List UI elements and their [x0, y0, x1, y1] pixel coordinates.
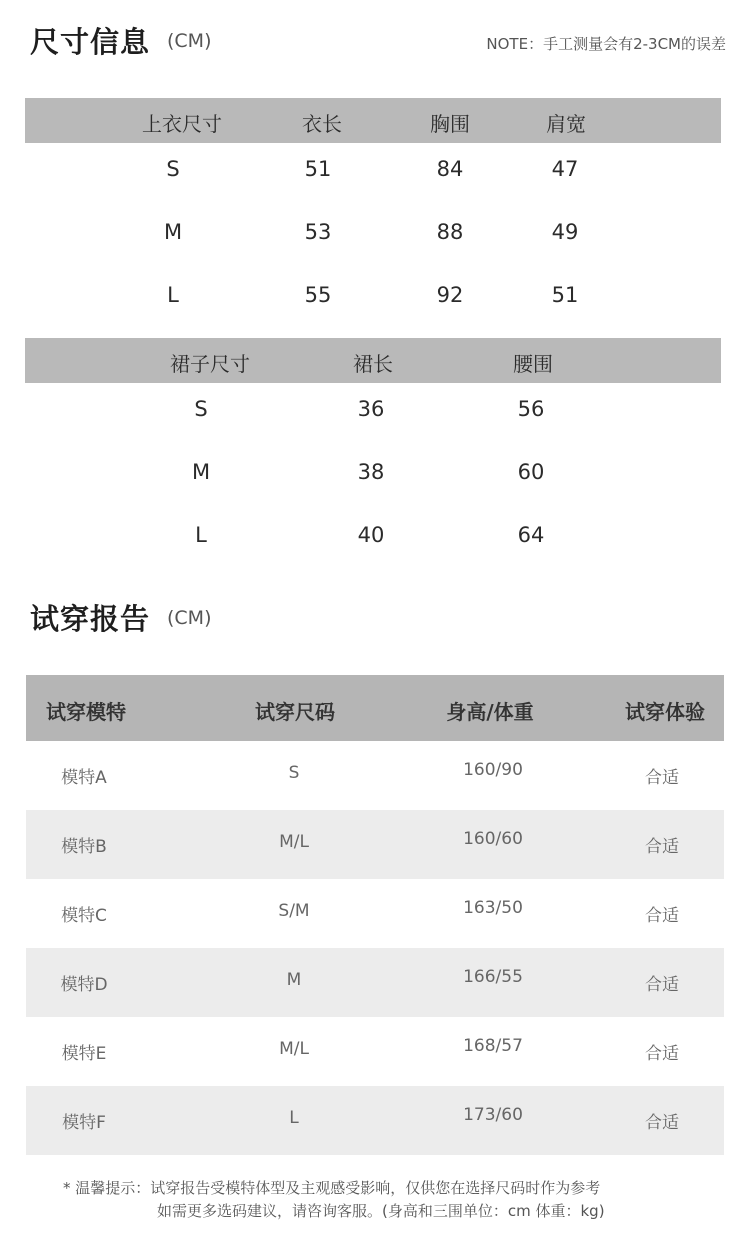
table-cell: 92	[436, 283, 464, 307]
table-row	[26, 741, 724, 810]
skirt-header-waist: 腰围	[513, 352, 553, 376]
table-cell: 53	[304, 220, 332, 244]
skirt-table-header	[25, 338, 721, 383]
table-cell: 47	[551, 157, 579, 181]
table-cell: 51	[551, 283, 579, 307]
table-cell: 合适	[645, 1044, 679, 1064]
table-cell: 合适	[645, 906, 679, 926]
table-cell: 84	[436, 157, 464, 181]
table-cell: 38	[357, 460, 385, 484]
table-cell: S	[194, 397, 208, 421]
fit-report-unit: (CM)	[167, 607, 212, 629]
table-cell: 56	[517, 397, 545, 421]
table-cell: 88	[436, 220, 464, 244]
table-cell: 模特F	[62, 1113, 106, 1133]
table-cell: M	[191, 460, 211, 484]
table-cell: 163/50	[463, 898, 523, 918]
fit-header-experience: 试穿体验	[625, 700, 705, 724]
top-header-shoulder: 肩宽	[546, 112, 586, 136]
table-cell: S	[166, 157, 180, 181]
table-cell: M/L	[279, 832, 309, 852]
tip-line-2: 如需更多选码建议，请咨询客服。(身高和三围单位：cm 体重：kg)	[157, 1202, 605, 1220]
table-cell: S/M	[278, 901, 310, 921]
fit-report-title: 试穿报告	[30, 602, 151, 636]
table-cell: 166/55	[463, 967, 523, 987]
table-cell: 合适	[645, 837, 679, 857]
skirt-header-length: 裙长	[353, 352, 393, 376]
fit-header-height-weight: 身高/体重	[446, 700, 534, 724]
table-cell: 模特B	[61, 837, 107, 857]
table-cell: 40	[357, 523, 385, 547]
table-cell: 模特C	[61, 906, 107, 926]
skirt-header-size: 裙子尺寸	[170, 352, 250, 376]
fit-table-header	[26, 675, 724, 741]
table-row	[26, 810, 724, 879]
table-cell: 60	[517, 460, 545, 484]
table-cell: L	[167, 283, 179, 307]
top-header-size: 上衣尺寸	[142, 112, 222, 136]
tip-line-1: * 温馨提示：试穿报告受模特体型及主观感受影响，仅供您在选择尺码时作为参考	[63, 1179, 601, 1197]
table-cell: 36	[357, 397, 385, 421]
table-cell: 49	[551, 220, 579, 244]
fit-header-size: 试穿尺码	[255, 700, 335, 724]
top-table-header	[25, 98, 721, 143]
table-cell: M	[163, 220, 183, 244]
table-cell: 64	[517, 523, 545, 547]
table-cell: 模特E	[61, 1044, 107, 1064]
table-cell: 160/90	[463, 760, 523, 780]
fit-header-model: 试穿模特	[46, 700, 126, 724]
size-info-title: 尺寸信息	[30, 25, 151, 59]
table-cell: M	[286, 970, 302, 990]
table-row	[26, 1017, 724, 1086]
table-cell: 173/60	[463, 1105, 523, 1125]
table-cell: 合适	[645, 768, 679, 788]
table-cell: 168/57	[463, 1036, 523, 1056]
top-header-chest: 胸围	[430, 112, 470, 136]
table-cell: L	[289, 1108, 299, 1128]
size-info-unit: (CM)	[167, 30, 212, 52]
table-cell: 51	[304, 157, 332, 181]
table-cell: 模特A	[61, 768, 107, 788]
measurement-note: NOTE：手工测量会有2-3CM的误差	[486, 35, 726, 53]
table-cell: L	[195, 523, 207, 547]
top-header-length: 衣长	[302, 112, 342, 136]
table-cell: 模特D	[60, 975, 108, 995]
table-row	[26, 948, 724, 1017]
table-row	[26, 1086, 724, 1155]
table-cell: 合适	[645, 1113, 679, 1133]
table-cell: S	[288, 763, 300, 783]
table-cell: 合适	[645, 975, 679, 995]
table-row	[26, 879, 724, 948]
table-cell: 55	[304, 283, 332, 307]
table-cell: M/L	[279, 1039, 309, 1059]
table-cell: 160/60	[463, 829, 523, 849]
